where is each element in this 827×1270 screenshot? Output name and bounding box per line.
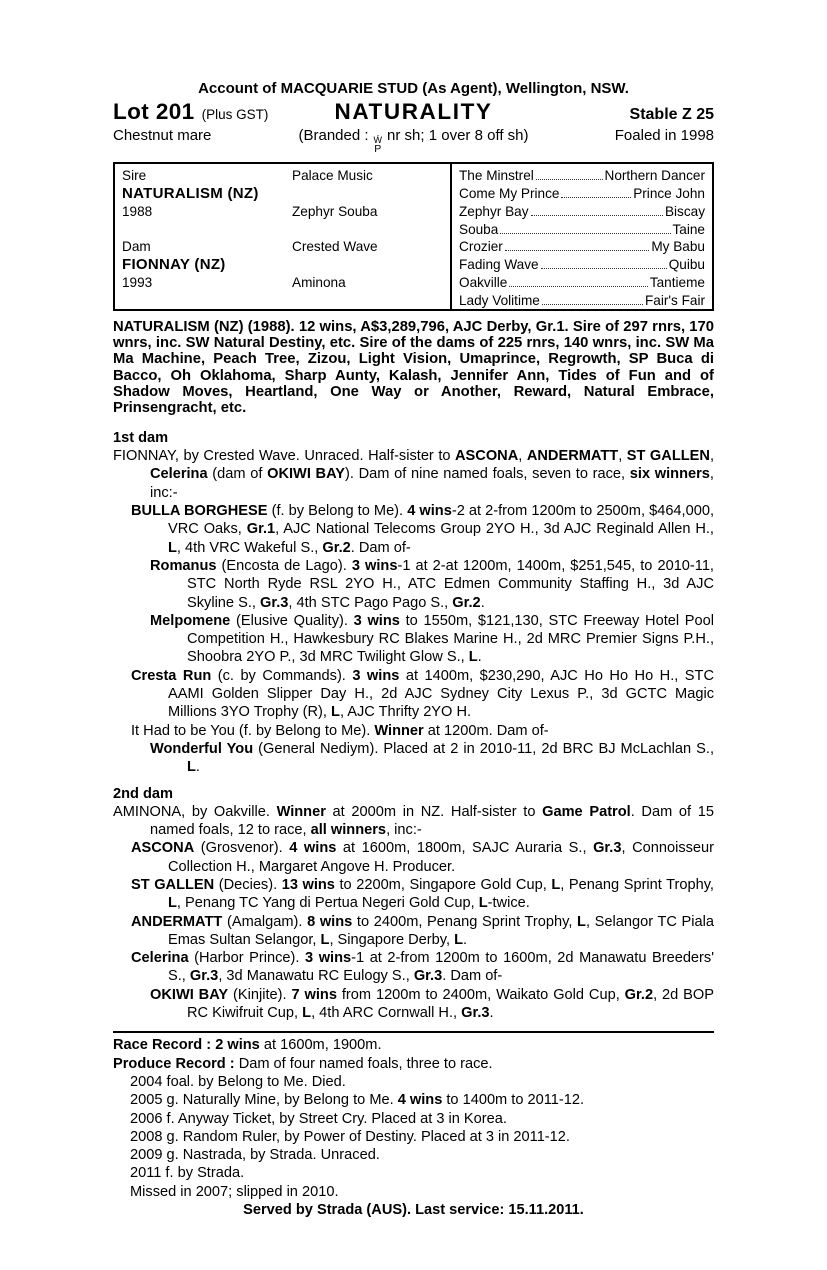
produce-record-line: 2004 foal. by Belong to Me. Died. (130, 1073, 346, 1090)
dam-label: Dam (122, 239, 151, 255)
ancestor: The Minstrel (459, 168, 534, 184)
ancestor-sire: Quibu (668, 257, 705, 273)
produce-record: Produce Record : Dam of four named foals, three to race. (113, 1055, 493, 1072)
pedigree-leader-row (459, 221, 705, 239)
pedigree-entry: Celerina (Harbor Prince). 3 wins-1 at 2-from 1200m to 1600m, 2d Manawatu Breeders' S., Gr.3, 3d Manawatu RC Eulogy S., Gr.3. Dam of- (131, 950, 714, 985)
brand-suffix: nr sh; 1 over 8 off sh) (387, 127, 529, 145)
ancestor-sire: My Babu (651, 239, 705, 255)
account-line: Account of MACQUARIE STUD (As Agent), Wellington, NSW. (198, 80, 629, 97)
dam-year: 1993 (122, 275, 153, 291)
produce-record-line: Missed in 2007; slipped in 2010. (130, 1183, 339, 1200)
ancestor-sire: Prince John (633, 186, 705, 202)
pedigree-leader-row (459, 292, 705, 310)
brand-description (298, 127, 529, 156)
pedigree-entry: BULLA BORGHESE (f. by Belong to Me). 4 wins-2 at 2-from 1200m to 2500m, $464,000, VRC Oaks, Gr.1, AJC National Telecoms Group 2YO H., 3d AJC Reginald Allen H., L, 4th VRC Wakeful S., Gr.2. Dam of- (131, 503, 715, 556)
pedigree-leader-row (459, 256, 705, 274)
stable-number: Stable Z 25 (629, 106, 715, 123)
pedigree-table (113, 162, 714, 311)
pedigree-leader-row (459, 274, 705, 292)
section-divider (113, 1031, 714, 1033)
pedigree-entry: AMINONA, by Oakville. Winner at 2000m in NZ. Half-sister to Game Patrol. Dam of 15 named foals, 12 to race, all winners, inc:- (113, 803, 714, 839)
pedigree-entry: Wonderful You (General Nediym). Placed at 2 in 2010-11, 2d BRC BJ McLachlan S., L. (150, 740, 715, 776)
pedigree-col-parents (115, 164, 292, 309)
ancestor-sire: Tantieme (649, 275, 705, 291)
brand-mark-bottom: P (374, 143, 382, 156)
leader-dots (509, 286, 647, 287)
leader-dots (542, 304, 643, 305)
ancestor: Zephyr Bay (459, 203, 529, 219)
produce-record-line: 2008 g. Random Ruler, by Power of Destiny. Placed at 3 in 2011-12. (130, 1128, 570, 1145)
pedigree-leader-row (459, 238, 705, 256)
leader-dots (505, 250, 650, 251)
lot-left (113, 99, 334, 124)
pedigree-leader-row (459, 203, 705, 221)
ancestor: Oakville (459, 275, 508, 291)
service-note: Served by Strada (AUS). Last service: 15.11.2011. (243, 1202, 584, 1219)
colour-sex: Chestnut mare (113, 127, 212, 145)
sire-summary: NATURALISM (NZ) (1988). 12 wins, A$3,289,796, AJC Derby, Gr.1. Sire of 297 rnrs, 170 wnrs, inc. SW Natural Destiny, etc. Sire of the dams of 225 rnrs, 140 wnrs, inc. SW Ma Ma Machine, Peach Tree, Zizou, Light Vision, Umaprince, Regrowth, SP Buca di Bacco, Oh Oklahoma, Sharp Aunty, Kalash, Jennifer Ann, Tides of Fun and of Shadow Moves, Heartland, One Way or Another, Reward, Natural Embrace, Prinsengracht, etc. (113, 319, 714, 416)
ancestor: Souba (459, 221, 499, 237)
ancestor-sire: Taine (672, 221, 705, 237)
sire-year: 1988 (122, 203, 153, 219)
ancestor-sire: Biscay (664, 203, 705, 219)
pedigree-leader-row (459, 167, 705, 185)
leader-dots (536, 179, 603, 180)
produce-record-line: 2006 f. Anyway Ticket, by Street Cry. Placed at 3 in Korea. (130, 1110, 507, 1127)
ancestor-sire: Northern Dancer (604, 168, 705, 184)
dam-name: FIONNAY (NZ) (122, 256, 226, 274)
sire-name: NATURALISM (NZ) (122, 185, 259, 203)
pedigree-entry: ST GALLEN (Decies). 13 wins to 2200m, Singapore Gold Cup, L, Penang Sprint Trophy, L, Penang TC Yang di Pertua Negeri Gold Cup, L-twice. (131, 876, 714, 912)
pedigree-entry: OKIWI BAY (Kinjite). 7 wins from 1200m to 2400m, Waikato Gold Cup, Gr.2, 2d BOP RC Kiwifruit Cup, L, 4th ARC Cornwall H., Gr.3. (150, 986, 714, 1022)
ancestor: Crozier (459, 239, 503, 255)
lot-number: Lot 201 (113, 99, 195, 124)
produce-record-line: 2005 g. Naturally Mine, by Belong to Me. 4 wins to 1400m to 2011-12. (130, 1092, 585, 1109)
leader-dots (561, 197, 631, 198)
produce-record-line: 2009 g. Nastrada, by Strada. Unraced. (130, 1147, 380, 1164)
description-row (113, 127, 715, 156)
pedigree-leader-row (459, 185, 705, 203)
pedigree-entry: ANDERMATT (Amalgam). 8 wins to 2400m, Penang Sprint Trophy, L, Selangor TC Piala Emas Sultan Selangor, L, Singapore Derby, L. (131, 913, 715, 948)
leader-dots (541, 268, 667, 269)
lot-title-row (113, 99, 715, 124)
pedigree-entry: Romanus (Encosta de Lago). 3 wins-1 at 2-at 1200m, 1400m, $251,545, to 2010-11, STC North Ryde RSL 2YO H., ATC Edmen Community Staffing H., 3d AJC Skyline S., Gr.3, 4th STC Pago Pago S., Gr.2. (150, 557, 714, 611)
pedigree-col-greatgrandparents (450, 164, 712, 309)
damdam: Aminona (292, 275, 346, 291)
ancestor: Come My Prince (459, 186, 560, 202)
pedigree-entry: Melpomene (Elusive Quality). 3 wins to 1550m, $121,130, STC Freeway Hotel Pool Competition H., Hawkesbury RC Blakes Marine H., 2d MRC Premier Signs P.H., Shoobra 2YO P., 3d MRC Twilight Glow S., L. (150, 612, 715, 666)
ancestor: Fading Wave (459, 257, 539, 273)
brand-mark (374, 136, 383, 154)
ancestor: Lady Volitime (459, 292, 540, 308)
produce-record-line: 2011 f. by Strada. (130, 1165, 245, 1182)
foaled-year: Foaled in 1998 (614, 127, 715, 145)
pedigree-entry: FIONNAY, by Crested Wave. Unraced. Half-sister to ASCONA, ANDERMATT, ST GALLEN, Celerina (dam of OKIWI BAY). Dam of nine named foals, seven to race, six winners, inc:- (113, 448, 714, 501)
pedigree-entry: It Had to be You (f. by Belong to Me). Winner at 1200m. Dam of- (131, 722, 549, 739)
brand-prefix: (Branded : (298, 127, 369, 145)
horse-name: NATURALITY (334, 99, 493, 124)
race-record: Race Record : 2 wins at 1600m, 1900m. (113, 1037, 382, 1054)
damsire: Crested Wave (292, 239, 378, 255)
pedigree-col-grandparents (292, 164, 450, 309)
pedigree-entry: ASCONA (Grosvenor). 4 wins at 1600m, 1800m, SAJC Auraria S., Gr.3, Connoisseur Collection H., Margaret Angove H. Producer. (131, 840, 715, 875)
brand-mark-top: Ẃ (373, 135, 383, 146)
leader-dots (500, 233, 670, 234)
second-dam-heading: 2nd dam (113, 785, 174, 802)
granddam: Zephyr Souba (292, 203, 378, 219)
pedigree-entry: Cresta Run (c. by Commands). 3 wins at 1400m, $230,290, AJC Ho Ho Ho H., STC AAMI Golden Slipper Day H., 2d AJC Sydney City Lexus P., 3d GCTC Magic Millions 3YO Trophy (R), L, AJC Thrifty 2YO H. (131, 667, 714, 721)
first-dam-heading: 1st dam (113, 429, 169, 446)
gst-note: (Plus GST) (201, 107, 269, 122)
ancestor-sire: Fair's Fair (645, 292, 705, 308)
leader-dots (531, 215, 663, 216)
grandsire: Palace Music (292, 168, 373, 184)
sire-label: Sire (122, 168, 147, 184)
